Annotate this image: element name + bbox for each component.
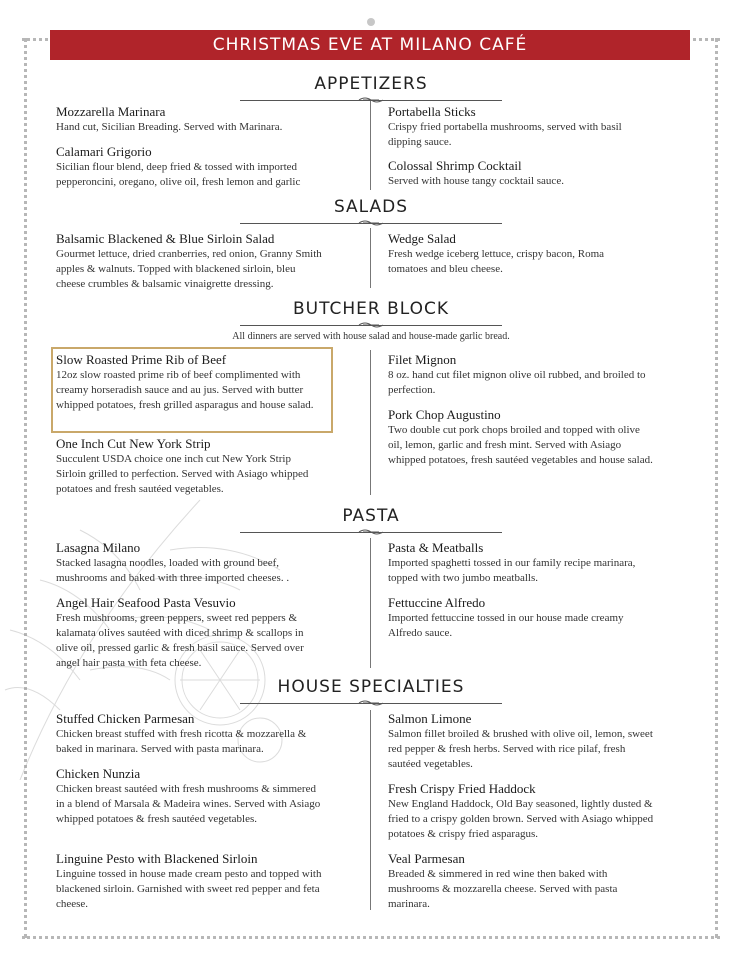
menu-item-description: Fresh mushrooms, green peppers, sweet red peppers & kalamata olives sautéed with diced shrimp & scallops in olive oil, pressed garlic & fresh basil sauce. Served over angel hair pasta with feta cheese. <box>56 612 304 669</box>
menu-item <box>56 851 324 912</box>
column-divider <box>370 538 371 668</box>
menu-item-description: Salmon fillet broiled & brushed with olive oil, lemon, sweet red pepper & fresh herbs. Served with rice pilaf, fresh sautéed vegetables. <box>388 728 653 770</box>
menu-item <box>388 104 646 150</box>
section-title: SALADS <box>333 197 409 217</box>
menu-item-description: Crispy fried portabella mushrooms, served with basil dipping sauce. <box>388 121 622 148</box>
flourish-icon <box>357 219 385 227</box>
menu-item <box>56 144 324 190</box>
menu-item <box>56 540 324 586</box>
menu-item-description: Two double cut pork chops broiled and topped with olive oil, lemon, garlic and fresh mint. Served with Asiago whipped potatoes, fresh sautéed vegetables and house salad. <box>388 424 653 466</box>
menu-item-description: Linguine tossed in house made cream pesto and topped with blackened sirloin. Garnished with sweet red pepper and feta cheese. <box>56 868 322 910</box>
menu-item-description: Stacked lasagna noodles, loaded with ground beef, mushrooms and baked with three imported cheeses. . <box>56 557 290 584</box>
menu-item <box>56 711 324 757</box>
menu-item-description: Fresh wedge iceberg lettuce, crispy bacon, Roma tomatoes and bleu cheese. <box>388 248 605 275</box>
menu-item-name: Pasta & Meatballs <box>388 540 484 555</box>
menu-title-banner: CHRISTMAS EVE AT MILANO CAFÉ <box>50 30 690 60</box>
menu-item <box>388 781 656 842</box>
section-heading-appetizers <box>0 74 742 94</box>
menu-item-description: Gourmet lettuce, dried cranberries, red onion, Granny Smith apples & walnuts. Topped with blackened sirloin, bleu cheese crumbles & balsamic vinaigrette dressing. <box>56 248 322 290</box>
section-note: All dinners are served with house salad and house-made garlic bread. <box>232 331 510 342</box>
menu-item-name: Colossal Shrimp Cocktail <box>388 158 522 173</box>
menu-item <box>56 104 331 135</box>
menu-item-description: Imported spaghetti tossed in our family recipe marinara, topped with two jumbo meatballs. <box>388 557 636 584</box>
menu-item <box>388 352 656 398</box>
column-divider <box>370 710 371 910</box>
menu-item-description: Imported fettuccine tossed in our house made creamy Alfredo sauce. <box>388 612 624 639</box>
menu-item-description: New England Haddock, Old Bay seasoned, lightly dusted & fried to a crispy golden brown. Served with Asiago whipped potatoes & crispy fried asparagus. <box>388 798 654 840</box>
column-divider <box>370 350 371 495</box>
menu-item-description: Chicken breast sautéed with fresh mushrooms & simmered in a blend of Marsala & Madeira wines. Served with Asiago whipped potatoes & fresh sautéed vegetables. <box>56 783 321 825</box>
menu-item-description: 12oz slow roasted prime rib of beef complimented with creamy horseradish sauce and au jus. Served with butter whipped potatoes, fresh grilled asparagus and house salad. <box>56 369 314 411</box>
menu-item <box>56 352 321 413</box>
menu-item-name: Salmon Limone <box>388 711 472 726</box>
flourish-icon <box>357 528 385 536</box>
section-title: PASTA <box>342 506 400 526</box>
section-heading-butcher-block <box>0 299 742 319</box>
column-divider <box>370 100 371 190</box>
flourish-icon <box>357 96 385 104</box>
menu-item-name: Fresh Crispy Fried Haddock <box>388 781 536 796</box>
column-divider <box>370 228 371 288</box>
menu-item <box>388 595 656 641</box>
menu-item <box>56 436 321 497</box>
menu-item <box>388 851 646 912</box>
menu-item <box>388 407 656 468</box>
menu-item-name: Stuffed Chicken Parmesan <box>56 711 195 726</box>
menu-item-description: Chicken breast stuffed with fresh ricotta & mozzarella & baked in marinara. Served with pasta marinara. <box>56 728 307 755</box>
section-heading-pasta <box>0 506 742 526</box>
menu-item <box>56 595 324 671</box>
menu-item-name: Lasagna Milano <box>56 540 141 555</box>
menu-item-name: Angel Hair Seafood Pasta Vesuvio <box>56 595 236 610</box>
section-heading-house-specialties <box>0 677 742 697</box>
section-title: BUTCHER BLOCK <box>292 299 450 319</box>
border-right <box>715 38 718 938</box>
flourish-icon <box>357 699 385 707</box>
menu-item-name: Chicken Nunzia <box>56 766 141 781</box>
section-title: HOUSE SPECIALTIES <box>277 677 465 697</box>
menu-item <box>388 158 663 189</box>
menu-item-name: Pork Chop Augustino <box>388 407 501 422</box>
menu-item-name: Calamari Grigorio <box>56 144 152 159</box>
section-title: APPETIZERS <box>314 74 428 94</box>
menu-item-name: Fettuccine Alfredo <box>388 595 486 610</box>
menu-item-name: Slow Roasted Prime Rib of Beef <box>56 352 227 367</box>
menu-item-name: Wedge Salad <box>388 231 456 246</box>
menu-item-description: Breaded & simmered in red wine then baked with mushrooms & mozzarella cheese. Served with pasta marinara. <box>388 868 618 910</box>
menu-item-name: Linguine Pesto with Blackened Sirloin <box>56 851 258 866</box>
menu-item-description: Served with house tangy cocktail sauce. <box>388 175 564 187</box>
menu-item-name: Portabella Sticks <box>388 104 476 119</box>
menu-item <box>56 766 324 827</box>
menu-item <box>388 540 646 586</box>
menu-item-name: Mozzarella Marinara <box>56 104 166 119</box>
ornament-dot-icon <box>367 18 375 26</box>
menu-item-name: One Inch Cut New York Strip <box>56 436 211 451</box>
menu-item-description: Succulent USDA choice one inch cut New York Strip Sirloin grilled to perfection. Served with Asiago whipped potatoes and fresh sautéed vegetables. <box>56 453 309 495</box>
menu-item <box>388 231 638 277</box>
menu-item <box>388 711 656 772</box>
menu-item-description: Hand cut, Sicilian Breading. Served with Marinara. <box>56 121 283 133</box>
menu-item-name: Filet Mignon <box>388 352 457 367</box>
menu-item-description: 8 oz. hand cut filet mignon olive oil rubbed, and broiled to perfection. <box>388 369 646 396</box>
border-bottom <box>22 936 720 939</box>
flourish-icon <box>357 321 385 329</box>
menu-item-description: Sicilian flour blend, deep fried & tossed with imported pepperoncini, oregano, olive oil, fresh lemon and garlic <box>56 161 301 188</box>
section-heading-salads <box>0 197 742 217</box>
menu-item-name: Balsamic Blackened & Blue Sirloin Salad <box>56 231 275 246</box>
menu-item <box>56 231 324 292</box>
menu-item-name: Veal Parmesan <box>388 851 465 866</box>
